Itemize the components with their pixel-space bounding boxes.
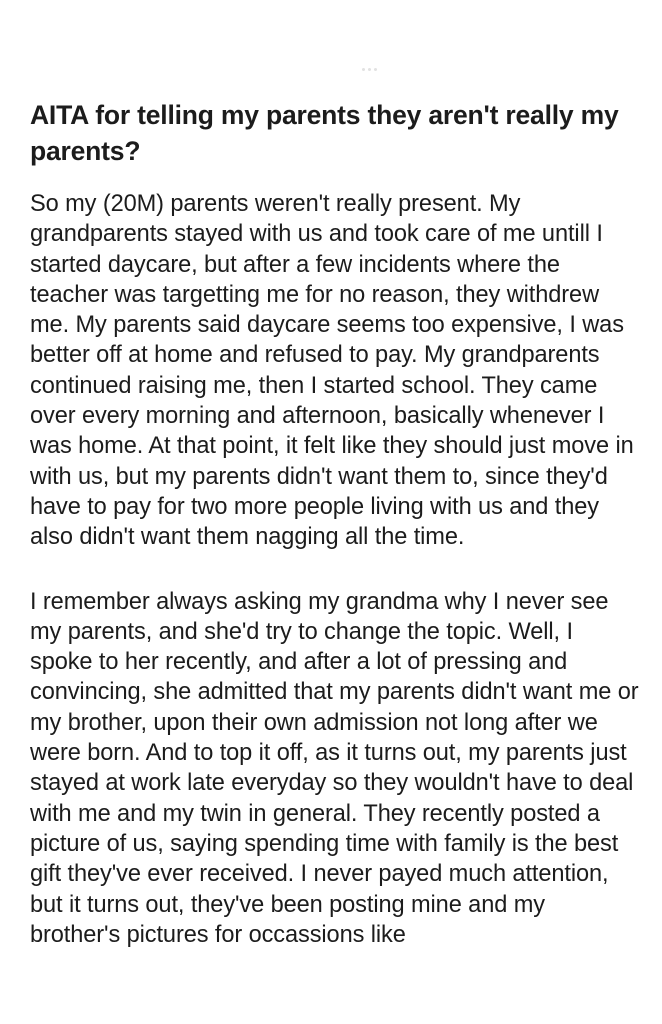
post-paragraph: So my (20M) parents weren't really present. My grandparents stayed with us and took care of me untill I started daycare, but after a few incidents where the teacher was targetting me for no reason, they withdrew me. My parents said daycare seems too expensive, I was better off at home and refused to pay. My grandparents continued raising me, then I started school. They came over every morning and afternoon, basically whenever I was home. At that point, it felt like they should just move in with us, but my parents didn't want them to, since they'd have to pay for two more people living with us and they also didn't want them nagging all the time. bbox=[30, 191, 634, 551]
post-paragraph: I remember always asking my grandma why I never see my parents, and she'd try to change the topic. Well, I spoke to her recently, and after a lot of pressing and convincing, she admitted that my parents didn't want me or my brother, upon their own admission not long after we were born. And to top it off, as it turns out, my parents just stayed at work late everyday so they wouldn't have to deal with me and my twin in general. They recently posted a picture of us, saying spending time with family is the best gift they've ever received. I never payed much attention, but it turns out, they've been posting mine and my brother's pictures for occassions like bbox=[30, 588, 639, 948]
top-bar bbox=[0, 0, 662, 92]
post-body bbox=[30, 189, 640, 950]
more-options-icon[interactable] bbox=[362, 68, 380, 72]
post bbox=[30, 97, 640, 950]
post-title: AITA for telling my parents they aren't really my parents? bbox=[30, 100, 619, 166]
